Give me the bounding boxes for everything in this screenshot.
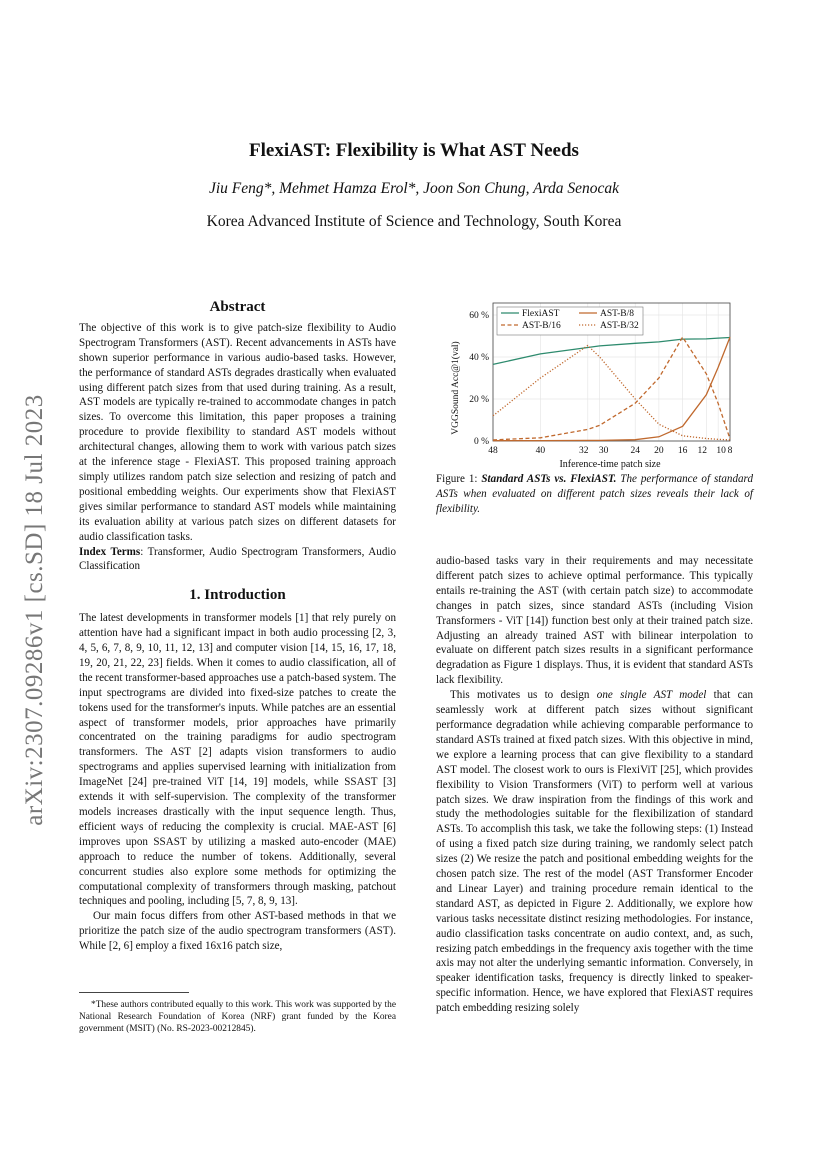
y-tick-label: 0 % (473, 437, 489, 447)
x-tick-label: 20 (654, 446, 664, 456)
legend-label: AST-B/16 (522, 321, 561, 331)
chart-legend (497, 307, 643, 335)
index-terms-text: : Transformer, Audio Spectrogram Transformers, Audio Classification (79, 545, 396, 573)
right-p2-emph: one single AST model (596, 689, 707, 702)
legend-label: AST-B/32 (600, 321, 639, 331)
right-p2-before: This motivates us to design (450, 689, 597, 702)
caption-label: Figure 1: (436, 473, 482, 485)
arxiv-side-id (20, 375, 50, 845)
abstract-text: The objective of this work is to give patch-size flexibility to Audio Spectrogram Transformers (AST). Recent advancements in ASTs have shown superior performance in various audio-based tasks. However, the performance of standard ASTs degrades drastically when evaluated using different patch sizes from that used during training. As a result, AST models are typically re-trained to accommodate changes in patch sizes. To overcome this limitation, this paper proposes a training procedure to provide flexibility to standard AST models without architectural changes, allowing them to work with various patch sizes at the inference stage - FlexiAST. This proposed training approach simply utilizes random patch size selection and resizing of patch and positional embedding weights. Our experiments show that FlexiAST gives similar performance to standard AST models while maintaining its evaluation ability at various patch sizes on different datasets for audio classification tasks. (79, 321, 396, 543)
intro-paragraph-2: Our main focus differs from other AST-based methods in that we prioritize the patch size of the audio spectrogram transformers (AST). While [2, 6] employ a fixed 16x16 patch size, (79, 910, 396, 953)
arxiv-id-text: arXiv:2307.09286v1 [cs.SD] 18 Jul 2023 (21, 394, 48, 826)
right-paragraph-2 (436, 688, 753, 1016)
footnote-rule (79, 992, 189, 993)
left-column (79, 300, 396, 954)
caption-bold: Standard ASTs vs. FlexiAST. (481, 473, 617, 485)
paper-authors: Jiu Feng*, Mehmet Hamza Erol*, Joon Son Chung, Arda Senocak (208, 180, 620, 197)
x-tick-label: 12 (697, 446, 708, 456)
intro-paragraph-1: The latest developments in transformer models [1] that rely purely on attention have had a significant impact in both audio processing [2, 3, 4, 5, 6, 7, 8, 9, 10, 11, 12, 13] and computer vision [14, 15, 16, 17, 18, 19, 20, 21, 22, 23] fields. When it comes to audio classification, all of the recent transformer-based approaches use a patch-based system. The input spectrograms are divided into fixed-size patches to create the tokens used for the transformer's inputs. While patches are an essential aspect of transformer models, prior approaches have primarily concentrated on the training paradigms for audio spectrogram transformers. The AST [2] adapts vision transformers to audio spectrograms and applies supervised learning with initialization from ImageNet [24] pre-trained ViT [14, 19] models, while SSAST [3] extends it with self-supervision. The complexity of the transformer models increases drastically with the input sequence length. Thus, efficient ways of reducing the complexity is crucial. MAE-AST [6] improves upon SSAST by utilizing a masked auto-encoder (MAE) approach to reduce the number of tokens. Additionally, several concurrent studies also explore some methods for optimizing the computational complexity of transformers through masking, patchout techniques and pooling, including [5, 7, 8, 9, 13]. (79, 612, 396, 908)
chart-svg (436, 300, 753, 480)
chart-x-label: Inference-time patch size (559, 459, 661, 470)
x-tick-label: 24 (630, 446, 640, 456)
chart-y-label: VGGSound Acc@1(val) (451, 341, 461, 435)
figure-1-chart (436, 300, 753, 480)
series-line-ast-b-32 (493, 346, 730, 440)
figure-1-caption (436, 472, 753, 517)
legend-label: FlexiAST (522, 309, 560, 319)
right-paragraph-1: audio-based tasks vary in their requirements and may necessitate different patch sizes to achieve optimal performance. This typically entails re-training the AST (with certain patch size) to accommodate changes in patch sizes, since standard ASTs (including Vision Transformers - ViT [14]) function best only at their trained patch size. Adjusting an already trained AST with bilinear interpolation to evaluate on different patch sizes results in a significant performance degradation as Figure 1 displays. Thus, it is evident that standard ASTs lack flexibility. (436, 555, 753, 687)
x-tick-label: 30 (598, 446, 609, 456)
index-terms (79, 545, 396, 575)
footnote (79, 992, 396, 1035)
index-terms-label: Index Terms (79, 545, 141, 558)
caption-rest: The performance of standard ASTs when evaluated on different patch sizes reveals their lack of flexibility. (436, 473, 753, 515)
intro-heading: 1. Introduction (189, 587, 286, 604)
x-tick-label: 32 (579, 446, 589, 456)
x-tick-label: 8 (727, 446, 733, 456)
series-line-flexiast (493, 338, 730, 365)
x-tick-label: 10 (716, 446, 726, 456)
legend-label: AST-B/8 (600, 309, 634, 319)
footnote-text: *These authors contributed equally to this work. This work was supported by the National Research Foundation of Korea (NRF) grant funded by the Korea government (MSIT) (No. RS-2023-00212845). (79, 1000, 396, 1034)
x-tick-label: 16 (677, 446, 688, 456)
x-tick-label: 48 (488, 446, 498, 456)
right-p2-after: that can seamlessly work at different patch sizes without significant performance degradation while achieving comparable performance to standard ASTs trained at fixed patch sizes. With this objective in mind, we explore a learning process that can give flexibility to a standard AST model. The closest work to ours is FlexiViT [25], which provides flexibility to Vision Transformers (ViT) to perform well at various patch sizes. We draw inspiration from the findings of this work and study the methodologies suitable for the flexibilization of standard ASTs. To accomplish this task, we take the following steps: (1) Instead of using a fixed patch size during training, we randomly select patch sizes (2) We resize the patch and positional embedding weights for the chosen patch size. The rest of the model (AST Transformer Encoder and Linear Layer) and training procedure remain identical to the standard AST, as depicted in Figure 2. Additionally, we explore how various tasks necessitate distinct resizing methodologies. For instance, audio classification tasks concentrate on audio context, and, as such, resizing patch embeddings in the frequency axis together with the time axis may not alter the underlying semantic information. Conversely, in speaker identification tasks, frequency is directly linked to speaker-specific information. Hence, we have explored that FlexiAST requires patch embedding resizing solely (436, 689, 754, 1015)
series-line-ast-b-16 (493, 337, 730, 440)
y-tick-label: 20 % (469, 395, 489, 405)
paper-affiliation: Korea Advanced Institute of Science and Technology, South Korea (206, 213, 622, 230)
x-tick-label: 40 (535, 446, 546, 456)
y-tick-label: 40 % (469, 353, 489, 363)
series-line-ast-b-8 (493, 337, 730, 441)
y-tick-label: 60 % (469, 311, 489, 321)
right-column (436, 554, 753, 1016)
abstract-heading: Abstract (209, 299, 266, 315)
paper-title: FlexiAST: Flexibility is What AST Needs (249, 140, 579, 161)
